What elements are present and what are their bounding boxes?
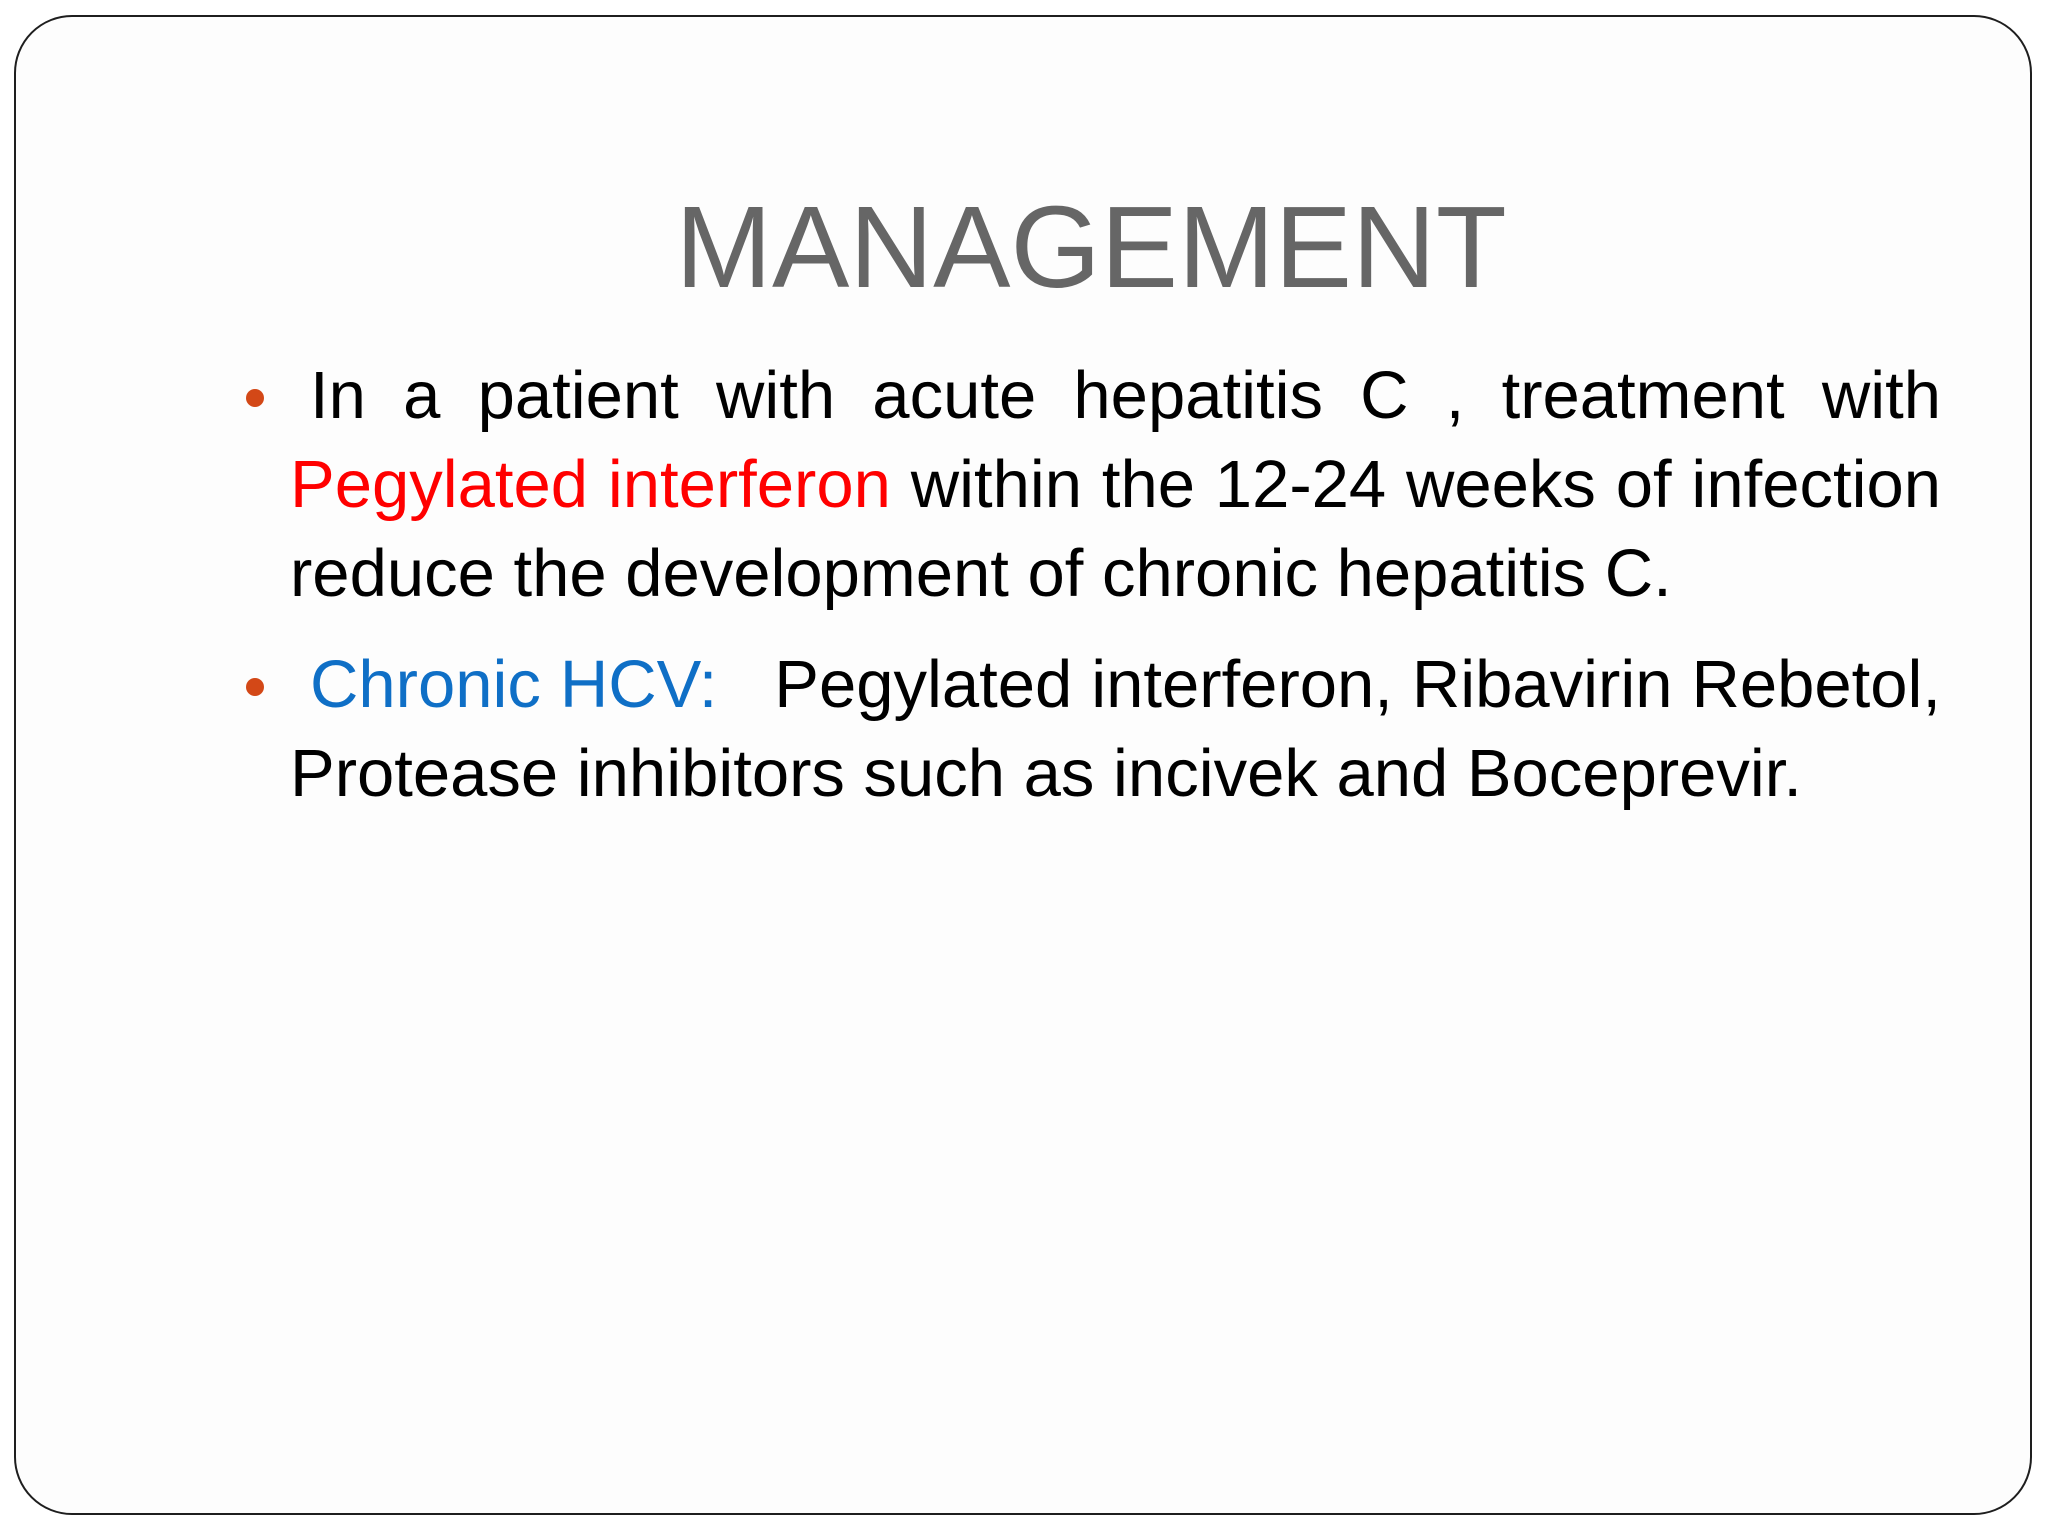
slide-title: MANAGEMENT	[675, 182, 1507, 312]
bullet-item	[290, 640, 1941, 818]
bullet-dot-icon	[246, 678, 264, 696]
bullet-item	[290, 351, 1941, 618]
slide	[14, 15, 2032, 1515]
bullet-text: within the 12-24 weeks of infection reduce the development of chronic hepatitis C.	[290, 447, 1941, 611]
bullet-text: Pegylated interferon, Ribavirin Rebetol, Protease inhibitors such as incivek and Boceprevir.	[290, 647, 1941, 811]
bullet-text: In a patient with acute hepatitis C , treatment with	[310, 358, 1941, 433]
bullet-highlight-text: Chronic HCV:	[310, 647, 718, 722]
bullet-list	[290, 351, 1941, 840]
bullet-dot-icon	[246, 389, 264, 407]
bullet-highlight-text: Pegylated interferon	[290, 447, 891, 522]
